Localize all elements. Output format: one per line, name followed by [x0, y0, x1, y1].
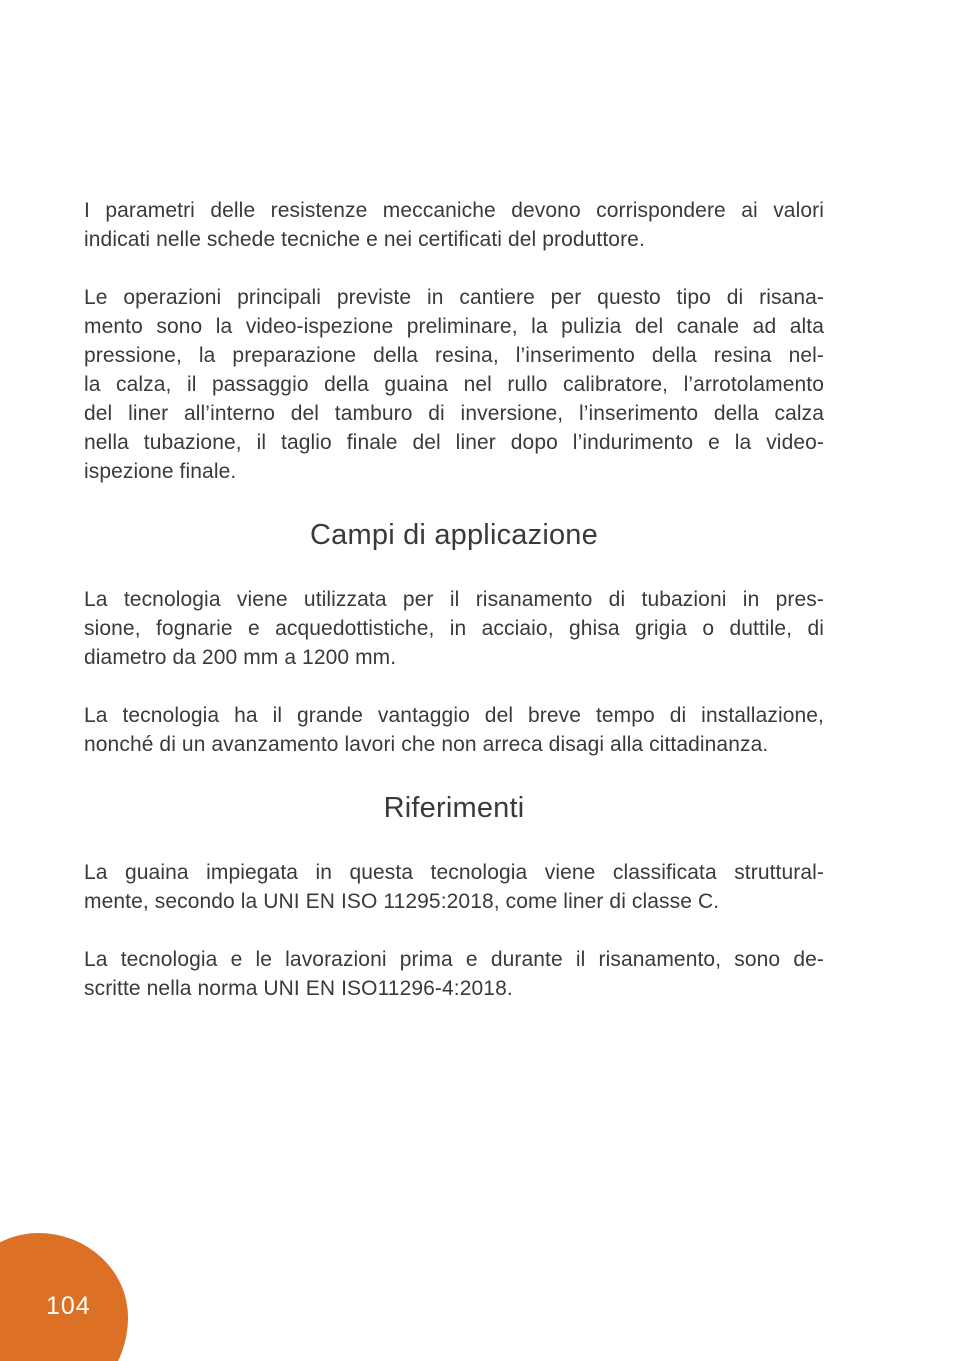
text-line: La tecnologia viene utilizzata per il risanamento di tubazioni in pres-	[84, 588, 824, 611]
text-line: La tecnologia ha il grande vantaggio del breve tempo di installazione,	[84, 704, 824, 727]
paragraph	[84, 585, 824, 672]
text-line: ispezione finale.	[84, 460, 237, 483]
text-line: indicati nelle schede tecniche e nei certificati del produttore.	[84, 228, 645, 251]
page-number: 104	[46, 1292, 91, 1320]
content-area	[84, 0, 824, 1032]
text-line: Le operazioni principali previste in cantiere per questo tipo di risana-	[84, 286, 824, 309]
paragraph	[84, 283, 824, 486]
paragraph	[84, 196, 824, 254]
text-line: del liner all’interno del tamburo di inversione, l’inserimento della calza	[84, 402, 824, 425]
text-line: nonché di un avanzamento lavori che non arreca disagi alla cittadinanza.	[84, 733, 769, 756]
text-line: I parametri delle resistenze meccaniche devono corrispondere ai valori	[84, 199, 824, 222]
paragraph	[84, 701, 824, 759]
text-line: sione, fognarie e acquedottistiche, in acciaio, ghisa grigia o duttile, di	[84, 617, 824, 640]
text-line: La tecnologia e le lavorazioni prima e durante il risanamento, sono de-	[84, 948, 824, 971]
paragraph	[84, 945, 824, 1003]
text-line: la calza, il passaggio della guaina nel rullo calibratore, l’arrotolamento	[84, 373, 824, 396]
text-line: scritte nella norma UNI EN ISO11296-4:2018.	[84, 977, 513, 1000]
text-line: nella tubazione, il taglio finale del liner dopo l’indurimento e la video-	[84, 431, 824, 454]
section-heading-campi-di-applicazione: Campi di applicazione	[310, 519, 598, 551]
text-line: diametro da 200 mm a 1200 mm.	[84, 646, 397, 669]
text-line: mente, secondo la UNI EN ISO 11295:2018, come liner di classe C.	[84, 890, 720, 913]
text-line: pressione, la preparazione della resina, l’inserimento della resina nel-	[84, 344, 824, 367]
text-line: La guaina impiegata in questa tecnologia viene classificata struttural-	[84, 861, 824, 884]
paragraph	[84, 858, 824, 916]
text-line: mento sono la video-ispezione preliminare, la pulizia del canale ad alta	[84, 315, 824, 338]
section-heading-riferimenti: Riferimenti	[383, 792, 525, 824]
